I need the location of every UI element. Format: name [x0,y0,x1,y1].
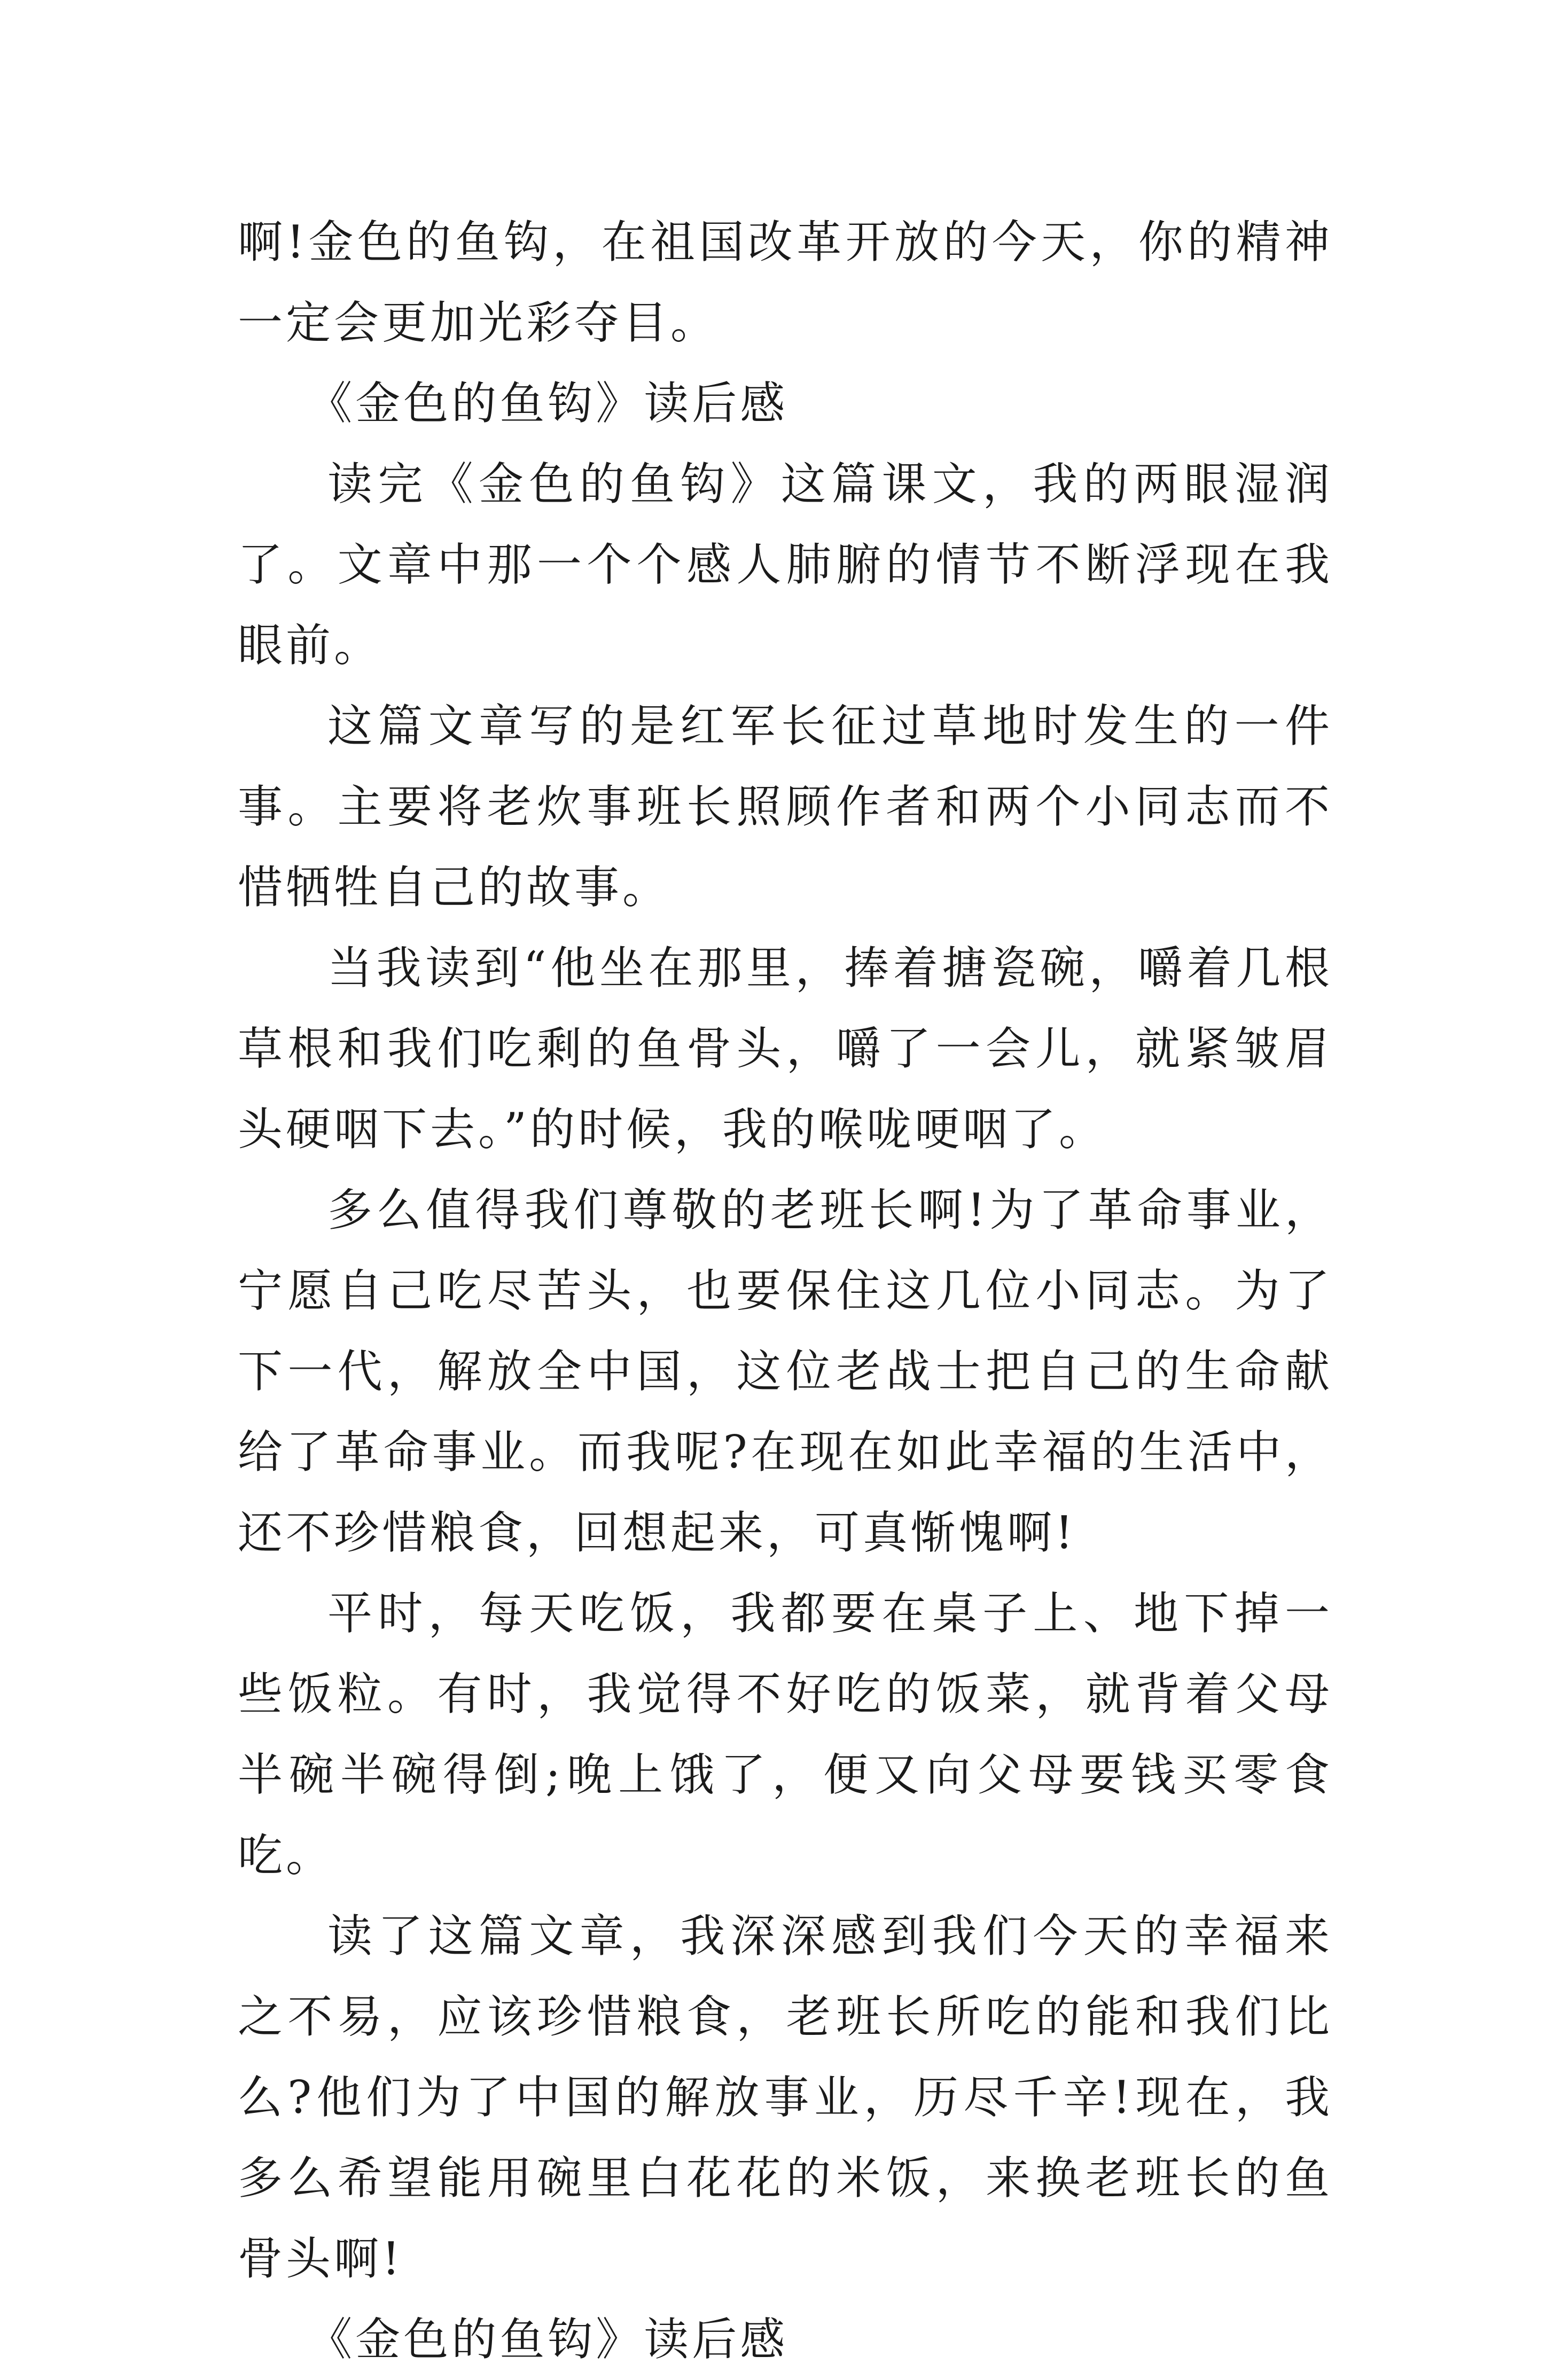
body-paragraph-3: 当我读到“他坐在那里，捧着搪瓷碗，嚼着几根草根和我们吃剩的鱼骨头，嚼了一会儿，就紧皱眉头硬咽下去。”的时候，我的喉咙哽咽了。 [238,942,1333,1156]
essay-title: 《金色的鱼钩》读后感 [307,377,788,430]
document-body [238,202,1333,2380]
body-paragraph-4: 多么值得我们尊敬的老班长啊!为了革命事业，宁愿自己吃尽苦头，也要保住这几位小同志。为了下一代，解放全中国，这位老战士把自己的生命献给了革命事业。而我呢?在现在如此幸福的生活中，还不珍惜粮食，回想起来，可真惭愧啊! [238,1184,1333,1559]
body-paragraph-1: 读完《金色的鱼钩》这篇课文，我的两眼湿润了。文章中那一个个感人肺腑的情节不断浮现在我眼前。 [238,458,1333,672]
essay-title-next: 《金色的鱼钩》读后感 [307,2313,788,2366]
body-paragraph-5: 平时，每天吃饭，我都要在桌子上、地下掉一些饭粒。有时，我觉得不好吃的饭菜，就背着父母半碗半碗得倒;晚上饿了，便又向父母要钱买零食吃。 [238,1587,1333,1882]
body-paragraph-6: 读了这篇文章，我深深感到我们今天的幸福来之不易，应该珍惜粮食，老班长所吃的能和我们比么?他们为了中国的解放事业，历尽千辛!现在，我多么希望能用碗里白花花的米饭，来换老班长的鱼骨头啊! [238,1910,1333,2285]
continuation-paragraph: 啊!金色的鱼钩，在祖国改革开放的今天，你的精神一定会更加光彩夺目。 [238,216,1333,349]
body-paragraph-2: 这篇文章写的是红军长征过草地时发生的一件事。主要将老炊事班长照顾作者和两个小同志而不惜牺牲自己的故事。 [238,700,1333,914]
